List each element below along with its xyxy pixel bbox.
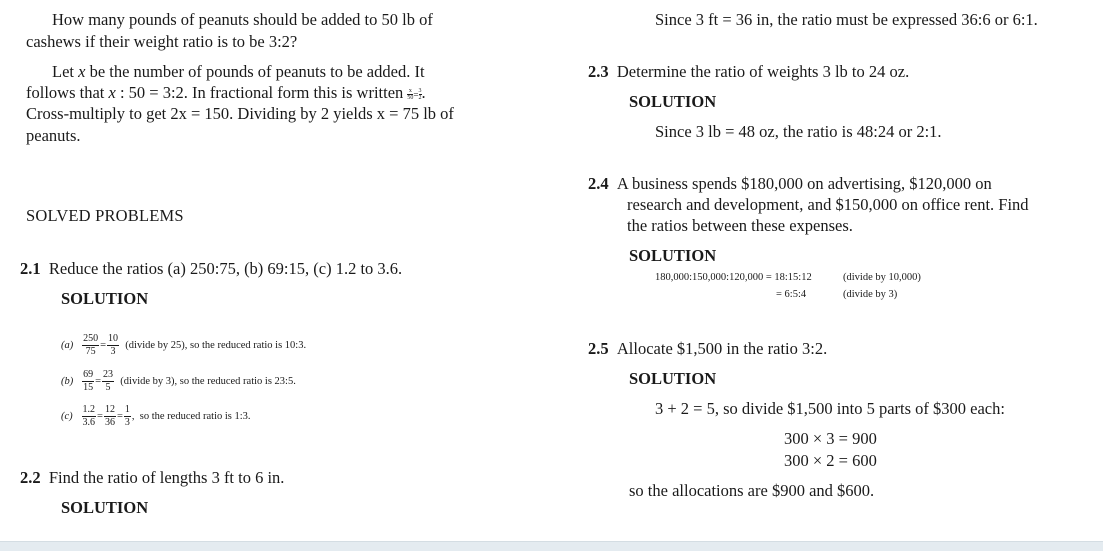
problem-2-4-line-3: the ratios between these expenses. xyxy=(627,216,853,235)
problem-2-2-solution-label: SOLUTION xyxy=(61,498,149,517)
problem-2-5-calc-2: 300 × 2 = 600 xyxy=(784,451,877,470)
problem-2-1: 2.1 Reduce the ratios (a) 250:75, (b) 69:15, (c) 1.2 to 3.6. xyxy=(20,259,403,278)
intro-answer-line-4: peanuts. xyxy=(26,126,81,145)
problem-2-4-equation-1: 180,000:150,000:120,000 = 18:15:12 xyxy=(655,272,812,283)
intro-answer-line-2: follows that x : 50 = 3:2. In fractional form this is written $\frac{x}{50}$ = $\frac{3}{2}$ . xyxy=(26,83,426,102)
intro-answer-line-3: Cross-multiply to get 2x = 150. Dividing by 2 yields x = 75 lb of xyxy=(26,104,454,123)
problem-2-5-solution-label: SOLUTION xyxy=(629,369,717,388)
intro-question-line-1: How many pounds of peanuts should be added to 50 lb of xyxy=(52,10,433,29)
problem-2-5: 2.5 Allocate $1,500 in the ratio 3:2. xyxy=(588,339,828,358)
problem-2-2: 2.2 Find the ratio of lengths 3 ft to 6 in. xyxy=(20,468,285,487)
problem-2-1-part-b: (b) $\frac{69}{15}$ = $\frac{23}{5}$ (divide by 3), so the reduced ratio is 23:5. xyxy=(61,369,296,393)
problem-2-4-solution-label: SOLUTION xyxy=(629,246,717,265)
intro-answer-line-1: Let x be the number of pounds of peanuts to be added. It xyxy=(52,62,425,81)
problem-2-2-answer: Since 3 ft = 36 in, the ratio must be expressed 36:6 or 6:1. xyxy=(655,10,1038,29)
intro-fraction-2: $\frac{3}{2}$ xyxy=(418,87,422,101)
problem-2-1-part-a: (a) $\frac{250}{75}$ = $\frac{10}{3}$ (divide by 25), so the reduced ratio is 10:3. xyxy=(61,333,307,357)
problem-2-1-part-c: (c) $\frac{1.2}{3.6}$ = $\frac{12}{36}$ = $\frac{1}{3}$ , so the reduced ratio is 1:3. xyxy=(61,404,251,428)
problem-2-4-line-2: research and development, and $150,000 on office rent. Find xyxy=(627,195,1029,214)
problem-2-3-solution-label: SOLUTION xyxy=(629,92,717,111)
problem-2-4-line-1: 2.4 A business spends $180,000 on advertising, $120,000 on xyxy=(588,174,992,193)
problem-2-4-equation-2: = 6:5:4 xyxy=(776,289,807,300)
problem-2-4-note-1: (divide by 10,000) xyxy=(843,272,921,283)
intro-question-line-2: cashews if their weight ratio is to be 3:2? xyxy=(26,32,298,51)
section-heading: SOLVED PROBLEMS xyxy=(26,206,184,225)
problem-2-5-calc-1: 300 × 3 = 900 xyxy=(784,429,877,448)
problem-2-3-answer: Since 3 lb = 48 oz, the ratio is 48:24 or 2:1. xyxy=(655,122,942,141)
problem-2-3: 2.3 Determine the ratio of weights 3 lb to 24 oz. xyxy=(588,62,910,81)
intro-fraction-1: $\frac{x}{50}$ xyxy=(407,87,414,101)
problem-2-5-line-1: 3 + 2 = 5, so divide $1,500 into 5 parts of $300 each: xyxy=(655,399,1005,418)
problem-2-1-solution-label: SOLUTION xyxy=(61,289,149,308)
problem-2-5-conclusion: so the allocations are $900 and $600. xyxy=(629,481,875,500)
problem-2-4-note-2: (divide by 3) xyxy=(843,289,898,300)
